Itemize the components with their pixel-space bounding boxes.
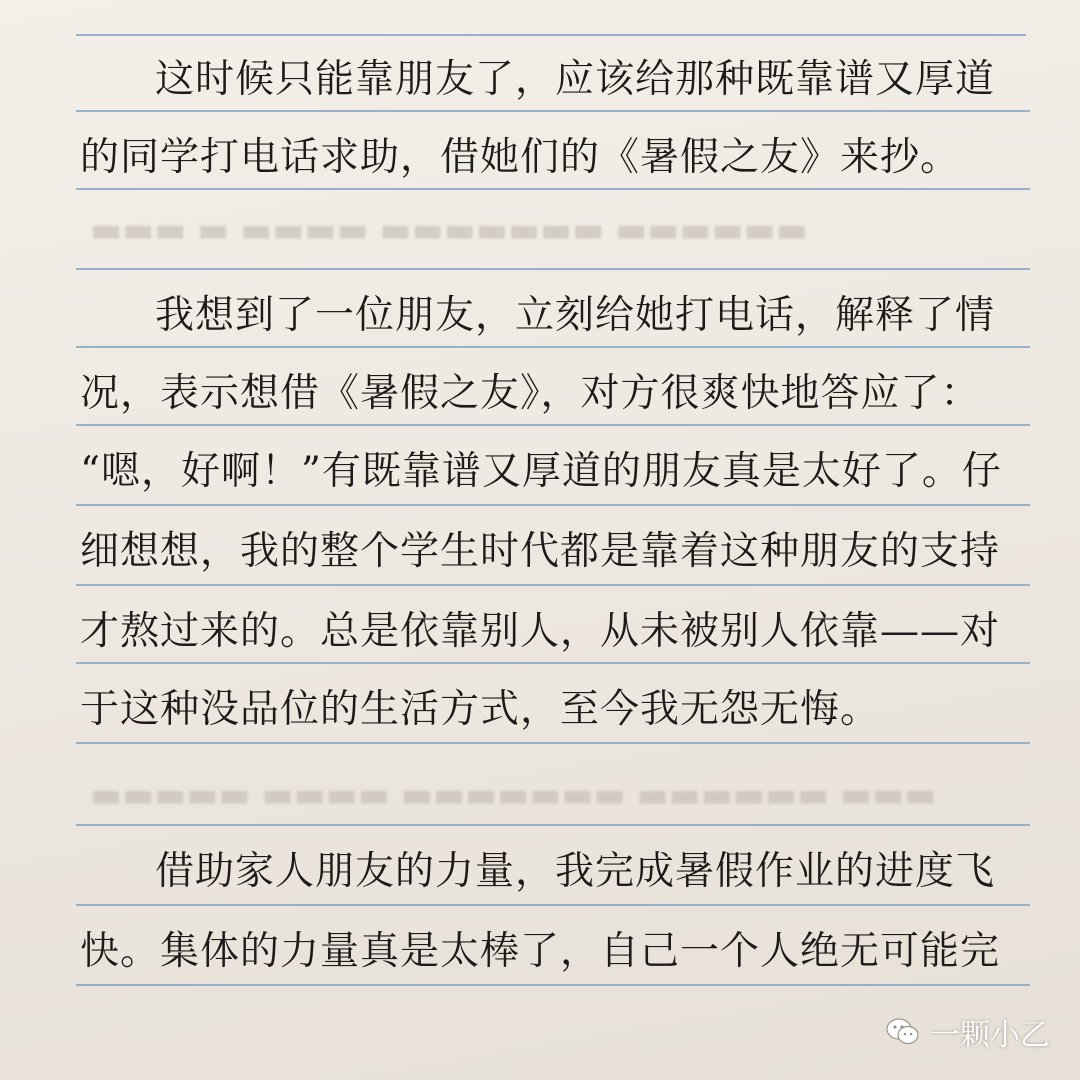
- ruled-line: [76, 188, 1030, 190]
- ruled-line: [76, 662, 1030, 664]
- ruled-line: [76, 346, 1030, 348]
- bleed-through-text: ▬▬▬ ▬ ▬▬▬▬ ▬▬▬▬▬▬▬ ▬▬▬▬▬▬: [90, 210, 808, 250]
- ruled-line: [76, 424, 1030, 426]
- text-line: 快。集体的力量真是太棒了，自己一个人绝无可能完: [80, 929, 1001, 974]
- ruled-line: [76, 34, 1026, 36]
- bleed-through-text: ▬▬▬▬▬ ▬▬▬▬ ▬▬▬▬▬▬▬ ▬▬▬▬▬▬ ▬▬▬: [90, 775, 937, 815]
- text-line: 于这种没品位的生活方式，至今我无怨无悔。: [80, 687, 881, 732]
- wechat-icon: [886, 1017, 920, 1047]
- text-line: 的同学打电话求助，借她们的《暑假之友》来抄。: [80, 135, 961, 180]
- ruled-line: [76, 904, 1030, 906]
- ruled-line: [76, 504, 1030, 506]
- watermark: [886, 1010, 1050, 1054]
- text-line: 借助家人朋友的力量，我完成暑假作业的进度飞: [155, 849, 996, 894]
- text-line: 细想想，我的整个学生时代都是靠着这种朋友的支持: [80, 529, 1001, 574]
- text-line: “嗯，好啊！”有既靠谱又厚道的朋友真是太好了。仔: [80, 449, 1002, 494]
- text-line: 况，表示想借《暑假之友》，对方很爽快地答应了：: [80, 371, 981, 416]
- ruled-line: [76, 110, 1030, 112]
- ruled-line: [76, 584, 1030, 586]
- text-line: 才熬过来的。总是依靠别人，从未被别人依靠——对: [80, 609, 1001, 654]
- text-line: 我想到了一位朋友，立刻给她打电话，解释了情: [155, 293, 996, 338]
- ruled-line: [76, 824, 1030, 826]
- ruled-line: [76, 984, 1030, 986]
- text-line: 这时候只能靠朋友了，应该给那种既靠谱又厚道: [155, 57, 996, 102]
- watermark-text: 一颗小乙: [930, 1018, 1050, 1053]
- ruled-line: [76, 742, 1030, 744]
- ruled-line: [76, 268, 1030, 270]
